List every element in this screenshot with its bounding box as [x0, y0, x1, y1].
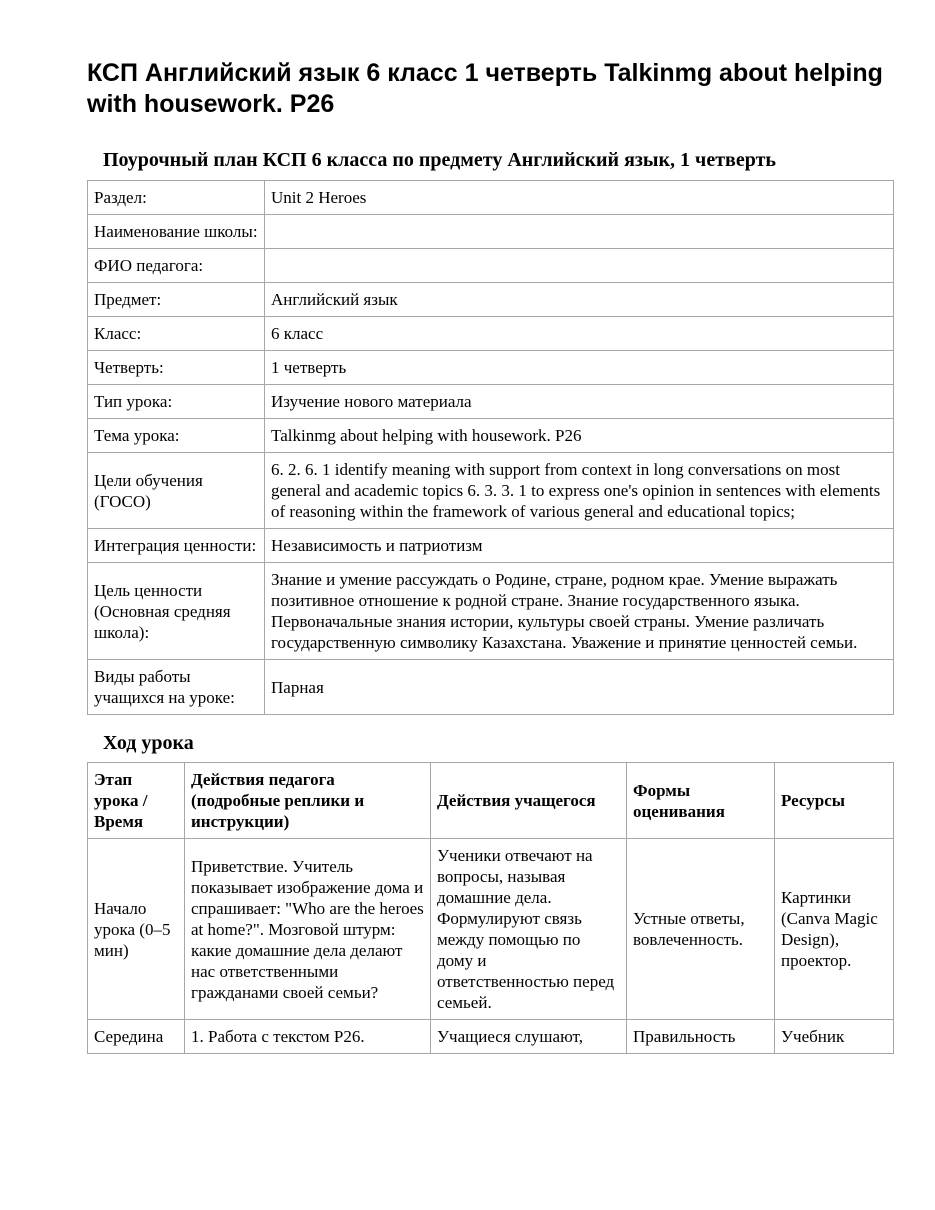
lesson-row-start: [88, 839, 894, 1020]
info-value: [265, 215, 894, 249]
info-label: Раздел:: [88, 181, 265, 215]
info-label: ФИО педагога:: [88, 249, 265, 283]
header-assessment: Формы оценивания: [627, 763, 775, 839]
info-value: Talkinmg about helping with housework. P26: [265, 419, 894, 453]
lesson-row-middle: [88, 1020, 894, 1054]
info-row-subject: [88, 283, 894, 317]
lesson-assessment: Устные ответы, вовлеченность.: [627, 839, 775, 1020]
info-row-topic: [88, 419, 894, 453]
lesson-teacher-actions: 1. Работа с текстом P26.: [185, 1020, 431, 1054]
header-resources: Ресурсы: [775, 763, 894, 839]
info-row-lesson-type: [88, 385, 894, 419]
lesson-assessment: Правильность: [627, 1020, 775, 1054]
info-label: Предмет:: [88, 283, 265, 317]
info-label: Четверть:: [88, 351, 265, 385]
header-stage: Этап урока / Время: [88, 763, 185, 839]
document-page: [87, 58, 893, 1054]
info-label: Тип урока:: [88, 385, 265, 419]
info-value: Английский язык: [265, 283, 894, 317]
info-label: Тема урока:: [88, 419, 265, 453]
info-row-grade: [88, 317, 894, 351]
info-label: Цели обучения (ГОСО): [88, 453, 265, 529]
header-teacher-actions: Действия педагога (подробные реплики и инструкции): [185, 763, 431, 839]
info-row-school: [88, 215, 894, 249]
info-label: Наименование школы:: [88, 215, 265, 249]
info-label: Класс:: [88, 317, 265, 351]
info-row-quarter: [88, 351, 894, 385]
lesson-flow-table: [87, 762, 894, 1054]
info-value: Парная: [265, 660, 894, 715]
info-label: Интеграция ценности:: [88, 529, 265, 563]
lesson-resources: Картинки (Canva Magic Design), проектор.: [775, 839, 894, 1020]
plan-heading: Поурочный план КСП 6 класса по предмету Английский язык, 1 четверть: [103, 149, 776, 171]
lesson-info-table: [87, 180, 894, 715]
info-value: 6. 2. 6. 1 identify meaning with support from context in long conversations on most general and academic topics 6. 3. 3. 1 to express one's opinion in sentences with elements of reasoning within the framework of various general and educational topics;: [265, 453, 894, 529]
lesson-resources: Учебник: [775, 1020, 894, 1054]
info-value: 6 класс: [265, 317, 894, 351]
info-row-value-goal: [88, 563, 894, 660]
lesson-heading: Ход урока: [103, 732, 194, 754]
info-value: Unit 2 Heroes: [265, 181, 894, 215]
info-value: Изучение нового материала: [265, 385, 894, 419]
header-student-actions: Действия учащегося: [431, 763, 627, 839]
info-value: Знание и умение рассуждать о Родине, стране, родном крае. Умение выражать позитивное отношение к родной стране. Знание государственного языка. Первоначальные знания истории, культуры своей страны. Умение различать государственную символику Казахстана. Уважение и принятие ценностей семьи.: [265, 563, 894, 660]
info-row-section: [88, 181, 894, 215]
lesson-stage: Начало урока (0–5 мин): [88, 839, 185, 1020]
info-label: Цель ценности (Основная средняя школа):: [88, 563, 265, 660]
lesson-teacher-actions: Приветствие. Учитель показывает изображение дома и спрашивает: "Who are the heroes at home?". Мозговой штурм: какие домашние дела делают нас ответственными гражданами своей семьи?: [185, 839, 431, 1020]
lesson-student-actions: Учащиеся слушают,: [431, 1020, 627, 1054]
info-value: [265, 249, 894, 283]
info-row-value-integration: [88, 529, 894, 563]
lesson-header-row: [88, 763, 894, 839]
info-row-teacher: [88, 249, 894, 283]
info-row-objectives: [88, 453, 894, 529]
info-label: Виды работы учащихся на уроке:: [88, 660, 265, 715]
info-value: Независимость и патриотизм: [265, 529, 894, 563]
document-title: КСП Английский язык 6 класс 1 четверть Talkinmg about helping with housework. P26: [87, 59, 883, 118]
info-row-work-type: [88, 660, 894, 715]
lesson-stage: Середина: [88, 1020, 185, 1054]
info-value: 1 четверть: [265, 351, 894, 385]
lesson-student-actions: Ученики отвечают на вопросы, называя домашние дела. Формулируют связь между помощью по дому и ответственностью перед семьей.: [431, 839, 627, 1020]
